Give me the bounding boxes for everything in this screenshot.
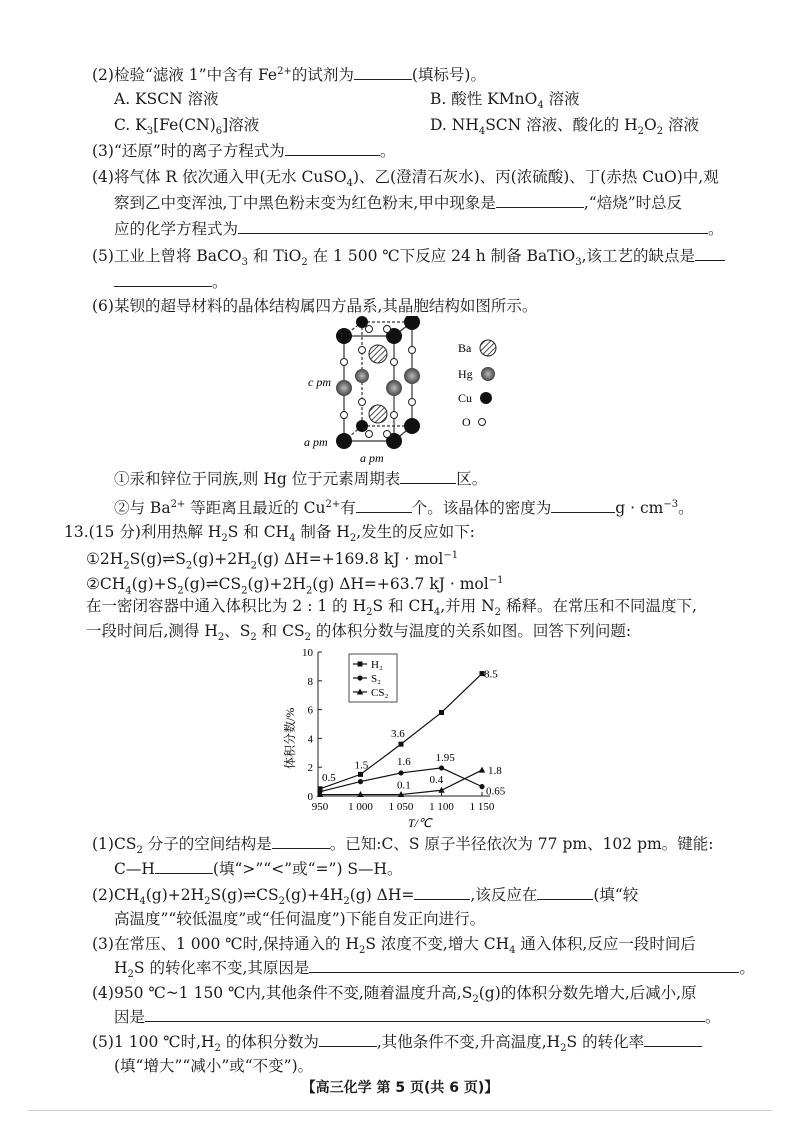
q4-line3: 应的化学方程式为 。 xyxy=(114,220,724,238)
x-tick-label: 1 050 xyxy=(388,801,414,813)
q4-line2: 察到乙中变浑浊,丁中黑色粉末变为红色粉末,甲中现象是 ,“焙烧”时总反 xyxy=(114,194,683,212)
data-point xyxy=(399,742,404,747)
answer-blank[interactable] xyxy=(356,498,412,513)
data-label: 0.5 xyxy=(322,771,336,784)
answer-blank[interactable] xyxy=(354,65,412,80)
data-point xyxy=(439,710,444,715)
data-point xyxy=(358,662,363,667)
legend-label: H₂ xyxy=(371,659,383,671)
answer-blank[interactable] xyxy=(319,1032,377,1047)
y-axis-label: 体积分数/% xyxy=(283,707,297,769)
data-label: 8.5 xyxy=(484,668,498,681)
sub5-line1: (5)1 100 ℃时$,H_2$ 的体积分数为 ,其他条件不变,升高温度$,H_2S$ 的转化率 xyxy=(92,1032,702,1059)
answer-blank[interactable] xyxy=(272,834,330,849)
sub4-line1: (4)950 ℃~1 150 ℃内,其他条件不变,随着温度升高$,S_2(g)$的体积分数先增大,后减小,原 xyxy=(92,984,697,1006)
x-tick-label: 950 xyxy=(311,801,329,813)
answer-blank[interactable] xyxy=(145,1007,705,1022)
answer-blank[interactable] xyxy=(695,246,725,261)
x-tick-label: 1 000 xyxy=(348,801,373,813)
answer-blank[interactable] xyxy=(114,272,212,287)
ba-atoms xyxy=(369,345,387,423)
svg-text:Cu: Cu xyxy=(458,391,473,405)
data-label: 3.6 xyxy=(391,728,405,741)
a-pm-left-label: a pm xyxy=(304,435,328,449)
y-tick-label: 0 xyxy=(307,791,313,803)
data-point xyxy=(439,765,444,770)
reaction-1: $①2H_2S(g)\rightleftharpoons S_2(g)+2H_2(g)$ ΔH=+169.8 kJ · mol$^{-1}$ xyxy=(86,550,459,572)
q4-line1: (4)将气体 R 依次通入甲(无水 CuSO$_4$)、乙(澄清石灰水)、丙(浓硫酸)、丁(赤热 CuO)中,观 xyxy=(92,168,719,190)
svg-text:Hg: Hg xyxy=(458,367,473,381)
option-b: B. 酸性 KMnO$_4$ 溶液 xyxy=(430,90,580,112)
y-tick-label: 4 xyxy=(307,733,313,746)
answer-blank[interactable] xyxy=(285,141,380,156)
answer-blank[interactable] xyxy=(496,193,584,208)
page-footer: 【高三化学 第 5 页(共 6 页)】 xyxy=(301,1080,499,1096)
q5-line1: (5)工业上曾将 BaCO$_3$ 和 TiO$_2$ 在 1 500 ℃下反应 24 h 制备 BaTiO$_3$,该工艺的缺点是 xyxy=(92,246,725,273)
data-label: 0.65 xyxy=(486,785,506,798)
crystal-legend xyxy=(458,340,496,429)
answer-blank[interactable] xyxy=(414,885,470,900)
c-pm-label: c pm xyxy=(308,375,331,389)
answer-blank[interactable] xyxy=(537,885,593,900)
option-a: A. KSCN 溶液 xyxy=(114,90,219,108)
q6-question: (6)某钡的超导材料的晶体结构属四方晶系,其晶胞结构如图所示。 xyxy=(92,297,538,315)
y-tick-label: 2 xyxy=(307,762,313,775)
q3-question: (3)“还原”时的离子方程式为 。 xyxy=(92,142,396,160)
data-label: 1.6 xyxy=(397,755,411,768)
sub1-line2: C—H (填“>”“<”或“=”) S—H。 xyxy=(114,860,403,878)
answer-blank[interactable] xyxy=(400,469,456,484)
q13-intro: 13.(15 分)利用热解 $H_2S$ 和 $CH_4$ 制备 $H_2$,发生的反应如下: xyxy=(64,523,475,545)
legend-label: CS₂ xyxy=(371,687,389,699)
q6-sub1: ①汞和锌位于同族,则 Hg 位于元素周期表 区。 xyxy=(114,470,488,488)
option-d: D. $NH_4SCN$ 溶液、酸化的 $H_2O_2$ 溶液 xyxy=(430,116,700,138)
option-c: C. $K_3[Fe(CN)_6]$溶液 xyxy=(114,116,260,138)
a-pm-bottom-label: a pm xyxy=(360,451,384,465)
sub3-line2: $H_2S$ 的转化率不变,其原因是 。 xyxy=(114,959,755,981)
svg-text:Ba: Ba xyxy=(458,341,472,355)
sub5-line2: (填“增大”“减小”或“不变”)。 xyxy=(114,1057,314,1075)
unit-cell-figure xyxy=(300,316,520,468)
legend-label: S₂ xyxy=(371,673,381,685)
chart-legend xyxy=(349,654,397,702)
q5-line2: 。 xyxy=(114,272,228,292)
x-tick-label: 1 100 xyxy=(429,801,454,813)
data-label: 1.5 xyxy=(354,759,369,772)
answer-blank[interactable] xyxy=(155,859,213,874)
data-label: 1.95 xyxy=(435,751,455,764)
data-label: 1.8 xyxy=(488,765,502,778)
y-tick-label: 10 xyxy=(302,647,313,659)
answer-blank[interactable] xyxy=(238,219,708,234)
sub2-line1: $(2)CH_4(g)+2H_2S(g)\rightleftharpoons CS_2(g)+4H_2(g)$ ΔH= ,该反应在 (填“较 xyxy=(92,886,639,908)
q13-para1: 在一密闭容器中通入体积比为 2 : 1 的 $H_2S$ 和 $CH_4$,并用 $N_2$ 稀释。在常压和不同温度下, xyxy=(86,597,697,619)
data-label: 0.4 xyxy=(429,774,444,787)
q13-para2: 一段时间后,测得 $H_2$、$S_2$ 和 $CS_2$ 的体积分数与温度的关系如图。回答下列问题: xyxy=(86,622,632,644)
answer-blank[interactable] xyxy=(309,958,739,973)
answer-blank[interactable] xyxy=(644,1032,702,1047)
x-tick-label: 1 150 xyxy=(469,801,495,813)
data-point xyxy=(358,772,363,777)
chart-series xyxy=(317,669,506,798)
data-point xyxy=(479,767,485,773)
sub4-line2: 因是 。 xyxy=(114,1008,721,1026)
data-point xyxy=(358,779,363,784)
footer-divider xyxy=(28,1110,772,1111)
data-point xyxy=(479,784,484,789)
data-label: 0.1 xyxy=(397,779,411,792)
answer-blank[interactable] xyxy=(551,498,615,513)
x-axis-label: T/℃ xyxy=(408,816,432,830)
reaction-2: $②CH_4(g)+S_2(g)\rightleftharpoons CS_2(g)+2H_2(g)$ ΔH=+63.7 kJ · mol$^{-1}$ xyxy=(86,575,504,597)
hg-atoms xyxy=(336,368,420,396)
sub3-line1: (3)在常压、1 000 ℃时,保持通入的 $H_2S$ 浓度不变,增大 $CH_4$ 通入体积,反应一段时间后 xyxy=(92,935,696,957)
sub1-line1: $(1)CS_2$ 分子的空间结构是 。已知:C、S 原子半径依次为 77 pm、102 pm。键能: xyxy=(92,835,714,857)
sub2-line2: 高温度”“较低温度”或“任何温度”)下能自发正向进行。 xyxy=(114,910,486,928)
q2-question: (2)检验“滤液 1”中含有 $Fe^{2+}$的试剂为 (填标号)。 xyxy=(92,66,486,85)
svg-text:O: O xyxy=(462,415,471,429)
data-point xyxy=(398,770,403,775)
y-tick-label: 6 xyxy=(307,704,313,717)
y-tick-label: 8 xyxy=(307,675,313,688)
q6-sub2: ②与 $Ba^{2+}$ 等距离且最近的 $Cu^{2+}$有 个。该晶体的密度为 $g \cdot cm^{-3}$。 xyxy=(114,499,694,518)
volume-fraction-chart xyxy=(280,644,520,830)
data-point xyxy=(357,675,362,680)
